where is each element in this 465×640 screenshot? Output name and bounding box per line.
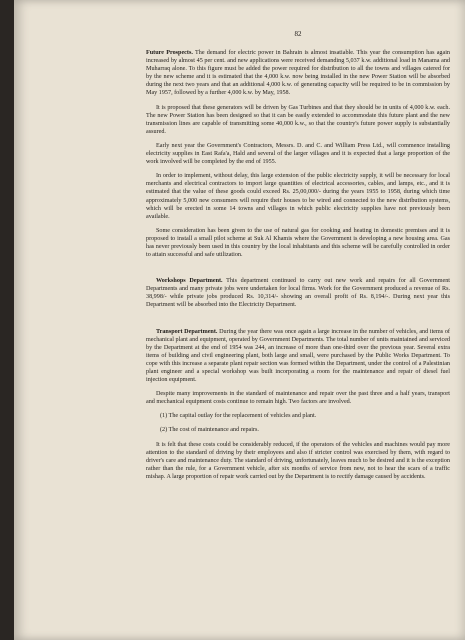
- paragraph-text: During the year there was once again a large increase in the number of vehicles, and items of mechanical plant and equipment, operated by Government Departments. The total number of units maintained and serviced by the Department at the end of 1954 was 244, an increase of more than one-third over the previous year. Several extra items of building and civil engineering plant, both large and small, were purchased by the Public Works Department. To cope with this increase a separate plant repair section was formed within the Department, under the control of a Palestinian plant engineer and a special workshop was built incorporating a room for the maintenance and repair of diesel fuel injection equipment.: [146, 328, 450, 384]
- paragraph-text: This department continued to carry out new work and repairs for all Government Departments and many private jobs were undertaken for local firms. Work for the Government produced a revenue of Rs. 38,998/- while private jobs produced Rs. 10,314/- showing an overall profit of Rs. 8,194/-. During next year this Department will be absorbed into the Electricity Department.: [146, 278, 450, 309]
- paragraph: Some consideration has been given to the use of natural gas for cooking and heating in domestic premises and it is proposed to install a small pilot scheme at Suk Al Khamis where the Government is developing a new housing area. Gas has never previously been used in this country by the local inhabitants and this scheme will be carefully controlled in order to attain successful and safe utilization.: [146, 227, 450, 259]
- paragraph: [146, 277, 450, 309]
- section-spacer: [146, 265, 450, 277]
- paragraph: [146, 328, 450, 385]
- section-heading: Future Prospects.: [146, 50, 193, 56]
- paragraph: It is felt that these costs could be considerably reduced, if the operators of the vehicles and machines would pay more attention to the standard of driving by their employees and also if stricter control was exercised by them, with regard to driver's care and maintenance duty. The standard of driving, unfortunately, leaves much to be desired and it is the exception rather than the rule, for a Government vehicle, after six months of service from new, not to hear the scars of a traffic mishap. A large proportion of repair work carried out by the Department is to rectify damage caused by accidents.: [146, 441, 450, 480]
- paragraph: Early next year the Government's Contractors, Messrs. D. and C. and William Press Ltd., will commence installing electricity supplies in East Rafa'a, Hald and several of the larger villages and it is expected that a large proportion of the work involved will be completed by the end of 1955.: [146, 142, 450, 166]
- page-number: 82: [294, 30, 302, 38]
- section-spacer: [146, 316, 450, 328]
- paragraph: [146, 49, 450, 98]
- list-item: (1) The capital outlay for the replacement of vehicles and plant.: [160, 413, 317, 420]
- page-content: [146, 30, 450, 487]
- document-page: [14, 0, 465, 640]
- paragraph: In order to implement, without delay, this large extension of the public electricity supply, it will be necessary for local merchants and electrical contractors to import large quantities of electrical accessories, cables, and lamps, etc., and it is estimated that the value of these goods could exceed Rs. 25,00,000/- during the years 1955 to 1958, during which time approximately 5,000 new consumers will require their houses to be wired and connected to the new distribution systems, which will be erected in some 14 towns and villages in which public electricity supplies have not previously been available.: [146, 173, 450, 220]
- section-heading: Transport Department.: [156, 328, 218, 335]
- section-heading: Workshops Department.: [156, 278, 223, 285]
- paragraph-text: The demand for electric power in Bahrain is almost insatiable. This year the consumption has again increased by almost 45 per cent. and new applications were received demanding 5,037 k.w. additional load in Manama and Muharraq alone. To this figure must be added the power required for distribution to all the towns and villages catered for by the new scheme and it is estimated that the 4,000 k.w. now being installed in the new Power Station will be absorbed during the next two years and that an additional 4,000 k.w. of generating capacity will be required to be in commission by May 1957, followed by a further 4,000 k.w. by May, 1958.: [146, 50, 450, 97]
- list-item: (2) The cost of maintenance and repairs.: [160, 427, 259, 434]
- paragraph: Despite many improvements in the standard of maintenance and repair over the past three and a half years, transport and mechanical equipment costs continue to remain high. Two factors are involved.: [146, 391, 450, 406]
- paragraph: It is proposed that these generators will be driven by Gas Turbines and that they should be in units of 4,000 k.w. each. The new Power Station has been designed so that it can be easily extended to accommodate this future plant and the new transmission lines are capable of transmitting some 40,000 k.w., so that the country's future power supply is substantially assured.: [146, 104, 450, 135]
